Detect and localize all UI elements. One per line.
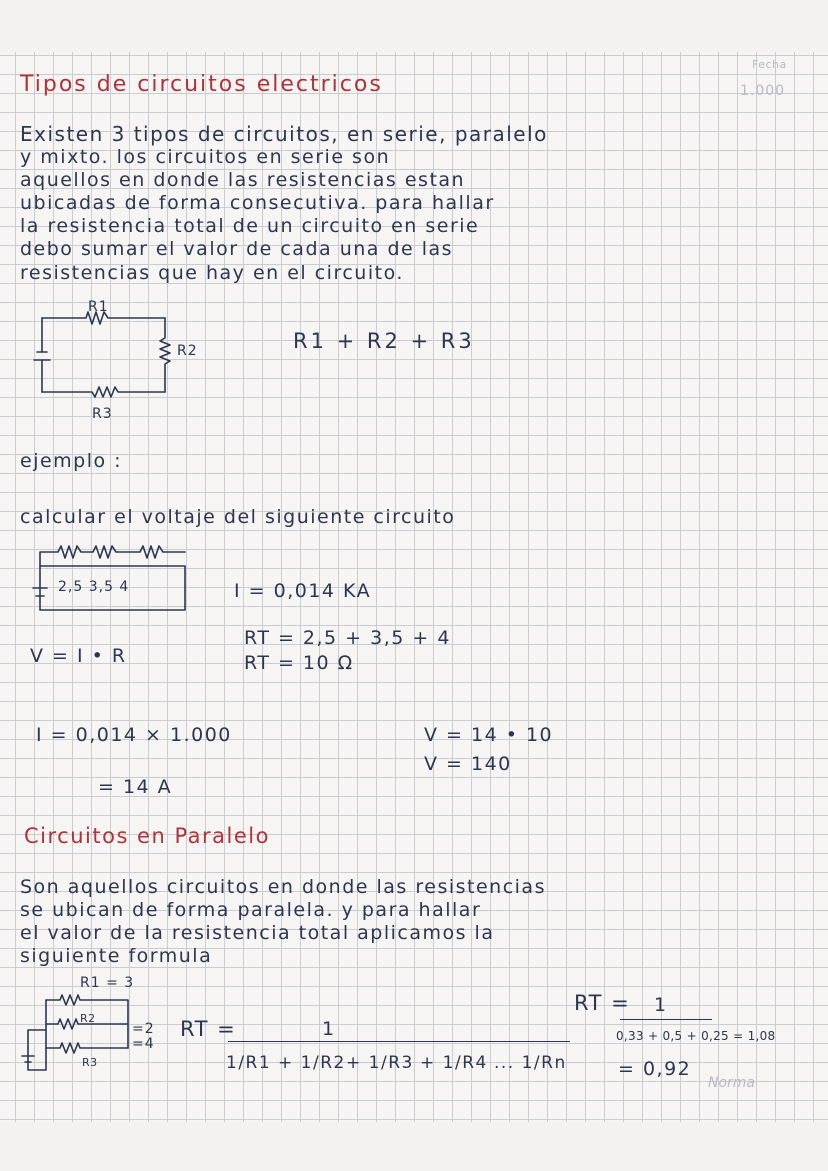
parallel-r1-label: R1 = 3 (80, 975, 135, 991)
rt-result-lhs: RT = (574, 991, 631, 1015)
current-given: I = 0,014 KA (234, 580, 372, 602)
intro-line-6: debo sumar el valor de cada una de las (20, 238, 454, 260)
current-conversion-1: I = 0,014 × 1.000 (36, 724, 232, 746)
rt-result-denominator: 0,33 + 0,5 + 0,25 = 1,08 (616, 1029, 776, 1043)
intro-line-4: ubicadas de forma consecutiva. para hallar (20, 192, 495, 214)
rt-result-value: = 0,92 (618, 1058, 692, 1080)
series-formula: R1 + R2 + R3 (293, 329, 475, 353)
intro-line-5: la resistencia total de un circuito en serie (20, 215, 480, 237)
parallel-formula-numerator: 1 (322, 1018, 336, 1040)
parallel-line-4: siguiente formula (20, 945, 213, 967)
parallel-term-r4: + 1/R4 (420, 1053, 488, 1073)
parallel-term-r3: + 1/R3 (346, 1053, 414, 1073)
intro-line-7: resistencias que hay en el circuito. (20, 262, 404, 284)
parallel-formula-lhs: RT = (180, 1017, 237, 1041)
corner-date-label: Fecha (752, 58, 787, 71)
parallel-r3-value: =4 (132, 1036, 155, 1052)
parallel-r2-value: =2 (132, 1021, 155, 1037)
current-conversion-2: = 14 A (98, 776, 173, 798)
voltage-calc-1: V = 14 • 10 (424, 724, 554, 746)
parallel-term-rn: ... 1/Rn (494, 1053, 567, 1073)
parallel-left-wire (28, 1000, 46, 1070)
parallel-formula-fraction-bar (228, 1041, 570, 1042)
corner-number: 1.000 (740, 83, 786, 99)
parallel-title: Circuitos en Paralelo (24, 824, 270, 848)
series-r1-label: R1 (88, 299, 109, 315)
series-r2-label: R2 (177, 343, 198, 359)
page-title: Tipos de circuitos electricos (20, 72, 383, 97)
ohm-law: V = I • R (30, 645, 127, 667)
intro-line-2: y mixto. los circuitos en serie son (20, 146, 391, 168)
parallel-line-3: el valor de la resistencia total aplicamos la (20, 922, 495, 944)
parallel-line-1: Son aquellos circuitos en donde las resistencias (20, 876, 546, 898)
rt-result-numerator: 1 (654, 994, 668, 1016)
example-label: ejemplo : (20, 450, 123, 472)
rt-sum: RT = 2,5 + 3,5 + 4 (244, 627, 451, 649)
intro-line-1: Existen 3 tipos de circuitos, en serie, paralelo (20, 122, 548, 146)
parallel-term-r1: 1/R1 (226, 1053, 272, 1073)
voltage-calc-2: V = 140 (424, 753, 512, 775)
example-task: calcular el voltaje del siguiente circuito (20, 506, 456, 528)
notebook-brand-logo: Norma (708, 1075, 756, 1091)
example-resistor-values: 2,5 3,5 4 (58, 579, 130, 595)
parallel-r3-label: R3 (82, 1056, 98, 1069)
series-r3-label: R3 (92, 406, 113, 422)
rt-total: RT = 10 Ω (244, 652, 354, 674)
parallel-term-r2: + 1/R2 (278, 1053, 346, 1073)
parallel-r2-label: R2 (80, 1012, 96, 1025)
parallel-line-2: se ubican de forma paralela. y para hallar (20, 899, 482, 921)
rt-result-fraction-bar (620, 1019, 712, 1020)
intro-line-3: aquellos en donde las resistencias estan (20, 169, 466, 191)
